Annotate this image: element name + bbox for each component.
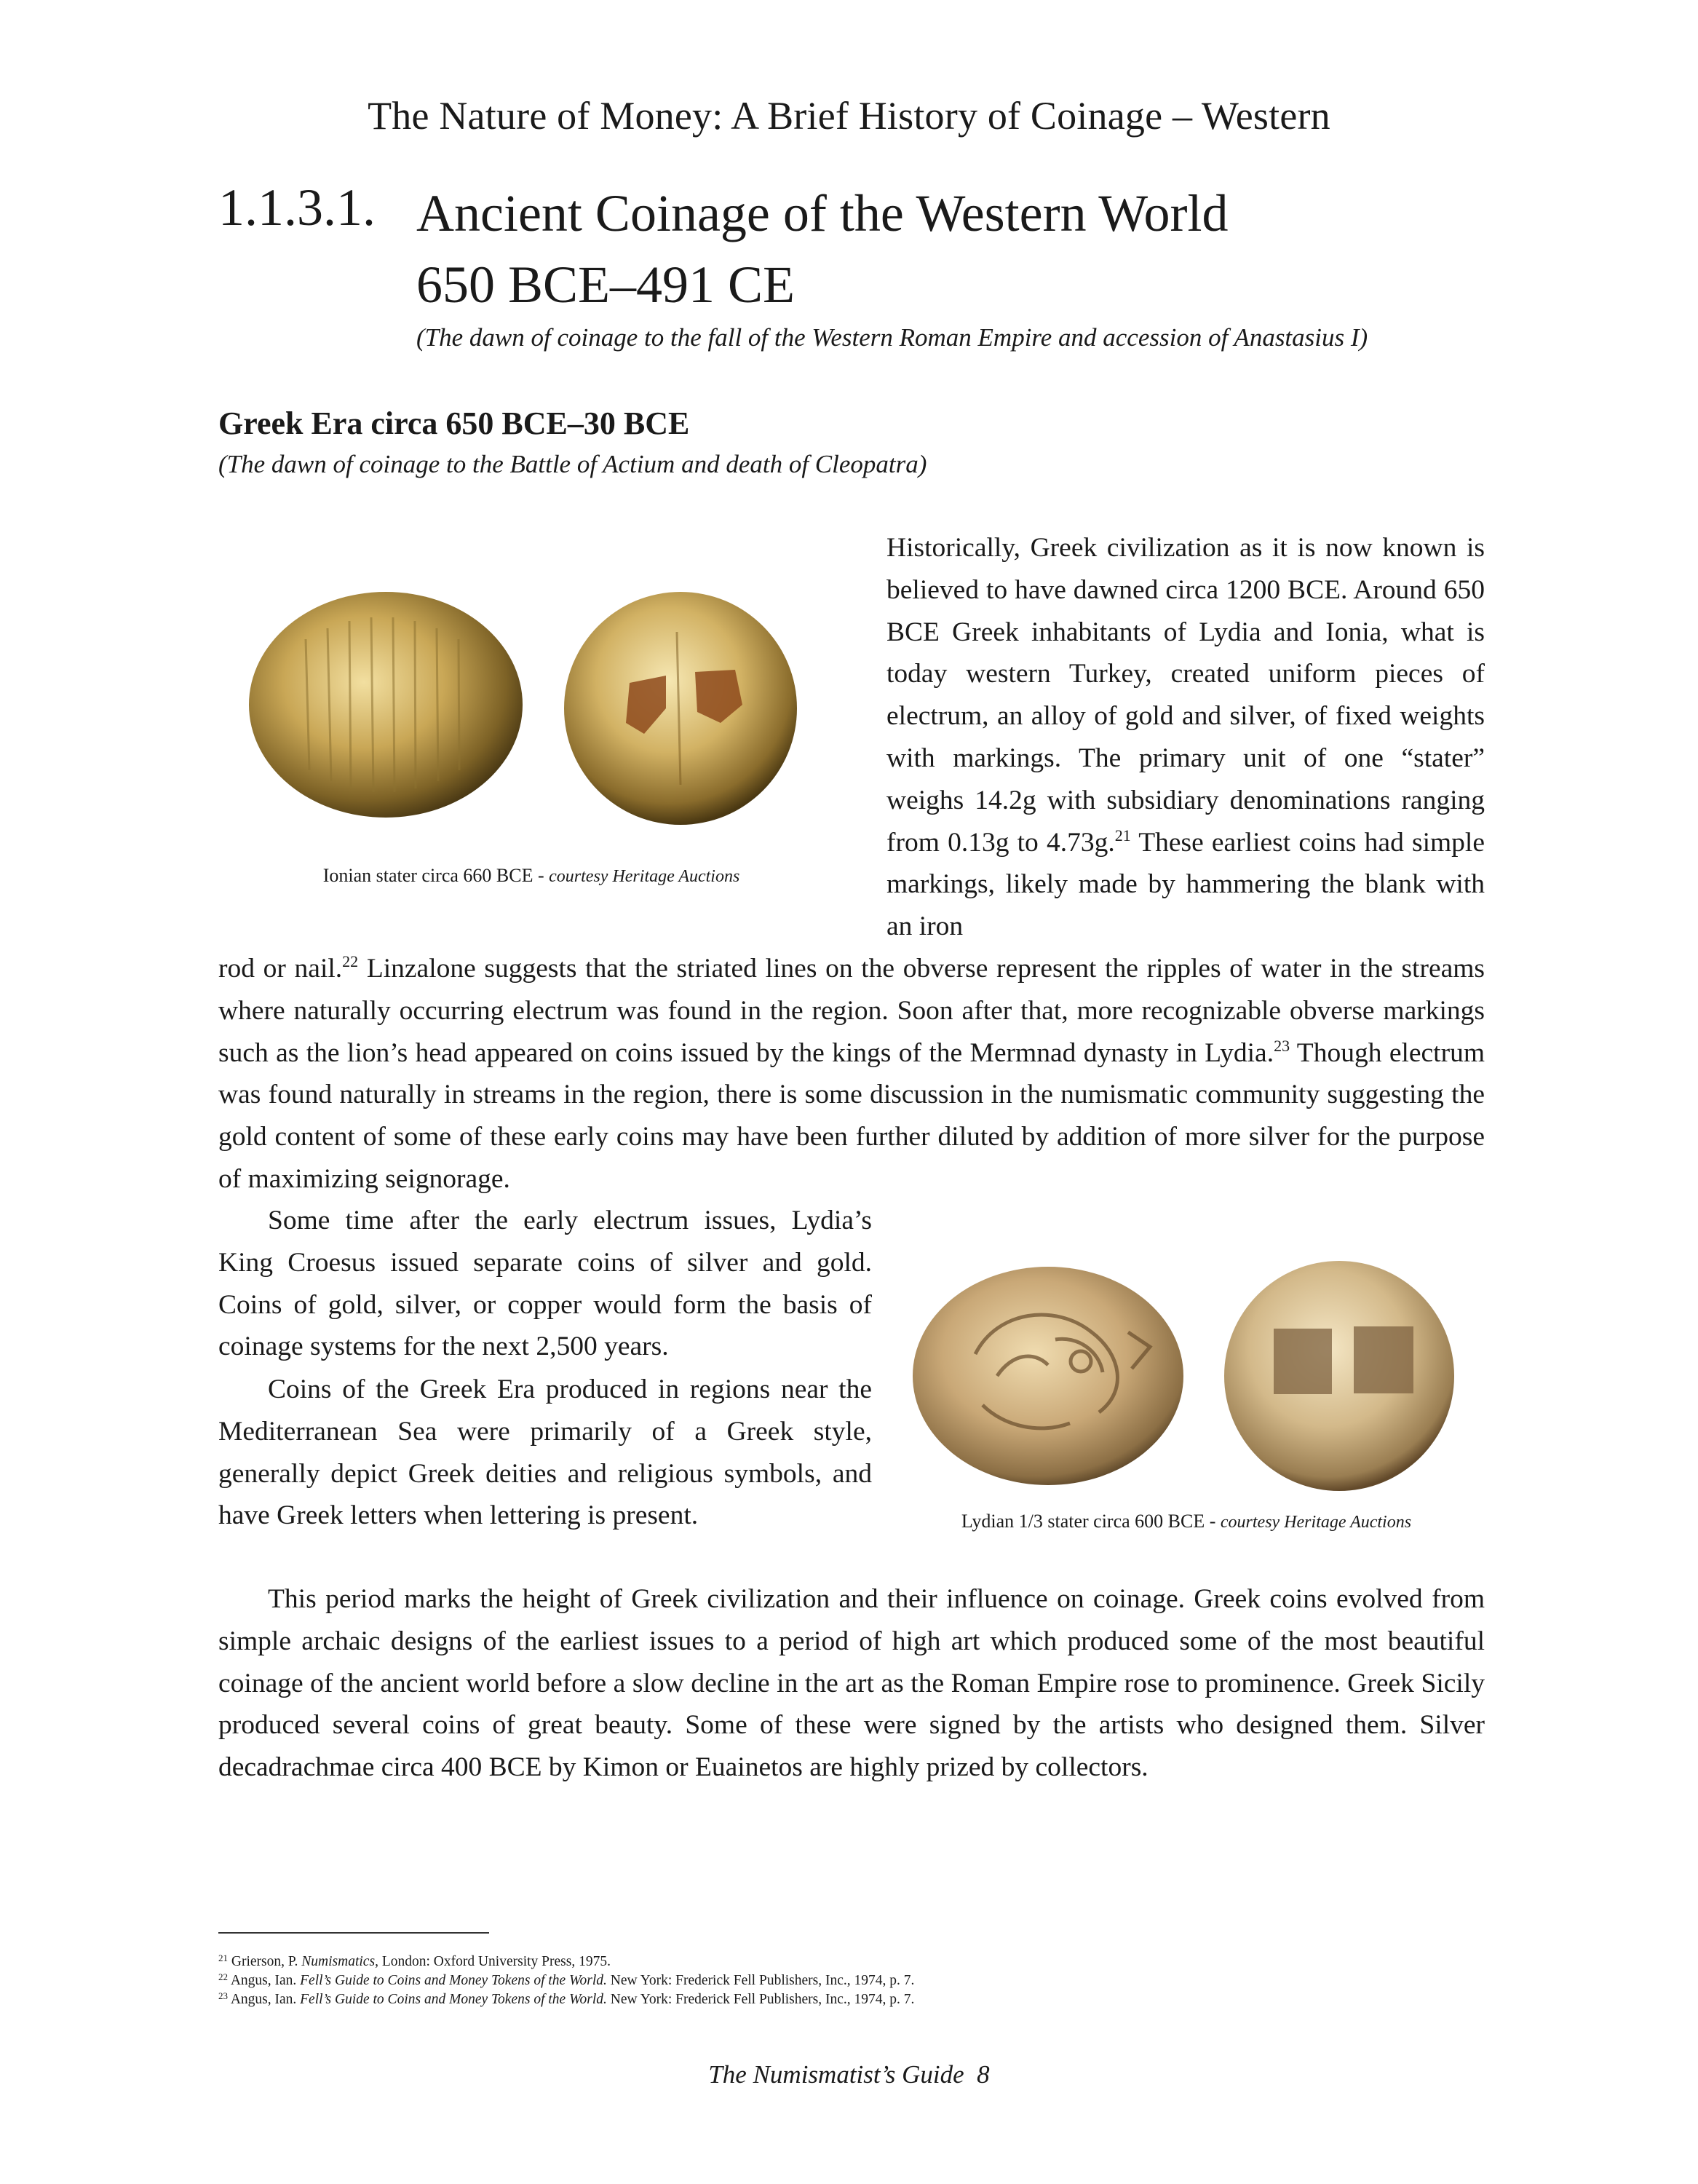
footnote-publisher: , London: Oxford University Press, 1975. <box>375 1954 611 1969</box>
figure1-caption <box>218 865 844 887</box>
footnote-author: Angus, Ian. <box>230 1973 301 1988</box>
page-number: 8 <box>977 2060 990 2089</box>
ionian-stater-figure <box>240 588 844 828</box>
book-title: The Numismatist’s Guide <box>708 2060 964 2089</box>
footnote-ref-21: 21 <box>1114 826 1131 844</box>
footnote-ref-23: 23 <box>1274 1036 1290 1055</box>
figure2-caption-text: Lydian 1/3 stater circa 600 BCE - <box>961 1511 1221 1532</box>
footnote-23 <box>218 1990 1310 2009</box>
footnote-title: Fell’s Guide to Coins and Money Tokens of the World. <box>300 1992 607 2007</box>
footnote-number: 23 <box>218 1990 228 2001</box>
footnote-author: Grierson, P. <box>231 1954 302 1969</box>
footnote-number: 21 <box>218 1952 228 1963</box>
section-title-line1: Ancient Coinage of the Western World <box>416 184 1229 242</box>
footnote-21 <box>218 1952 1310 1971</box>
paragraph-1-text-b: These earliest coins had simple markings, likely made by hammering the blank with an iron <box>886 827 1485 942</box>
paragraph-1-column <box>886 527 1485 948</box>
section-title-line2: 650 BCE–491 CE <box>416 256 796 314</box>
figure2-caption <box>910 1511 1463 1532</box>
figure1-caption-text: Ionian stater circa 660 BCE - <box>322 865 550 886</box>
section-title <box>416 178 1228 320</box>
paragraph-1-text-d: Linzalone suggests that the striated lines on the obverse represent the ripples of water in the streams where naturally occurring electrum was found in the region. Soon after that, more recognizable obverse markings such as the lion’s head appeared on coins issued by the kings of the Mermnad dynasty in Lydia. <box>218 954 1485 1068</box>
paragraph-1-text-c: rod or nail. <box>218 954 343 984</box>
footnote-title: Numismatics <box>301 1954 376 1969</box>
paragraph-3: Coins of the Greek Era produced in regions near the Mediterranean Sea were primarily of a Greek style, generally depict Greek deities and religious symbols, and have Greek letters when lettering is present. <box>218 1374 872 1531</box>
section-subtitle: (The dawn of coinage to the fall of the Western Roman Empire and accession of Anastasius I) <box>416 323 1368 352</box>
footnotes <box>218 1952 1310 2009</box>
lydian-stater-image <box>910 1259 1477 1492</box>
era-title: Greek Era circa 650 BCE–30 BCE <box>218 405 690 441</box>
paragraph-1-text-a: Historically, Greek civilization as it is now known is believed to have dawned circa 1200 BCE. Around 650 BCE Greek inhabitants of Lydia and Ionia, what is today western Turkey, created uniform pieces of electrum, an alloy of gold and silver, of fixed weights with markings. The primary unit of one “stater” weighs 14.2g with subsidiary denominations ranging from 0.13g to 4.73g. <box>886 533 1485 858</box>
footnote-publisher: New York: Frederick Fell Publishers, Inc., 1974, p. 7. <box>606 1973 915 1988</box>
section-number: 1.1.3.1. <box>218 178 376 237</box>
figure2-credit: courtesy Heritage Auctions <box>1220 1513 1412 1532</box>
footnote-publisher: New York: Frederick Fell Publishers, Inc., 1974, p. 7. <box>606 1992 915 2007</box>
era-subtitle: (The dawn of coinage to the Battle of Actium and death of Cleopatra) <box>218 450 927 478</box>
paragraph-2: Some time after the early electrum issues, Lydia’s King Croesus issued separate coins of silver and gold. Coins of gold, silver, or copper would form the basis of coinage systems for the next 2,500 years. <box>218 1206 872 1362</box>
paragraph-1-full <box>218 948 1485 1200</box>
footnote-ref-22: 22 <box>342 952 359 970</box>
footnote-22 <box>218 1971 1310 1990</box>
footnote-number: 22 <box>218 1971 228 1982</box>
ionian-stater-image <box>240 588 844 828</box>
footnote-divider <box>218 1932 489 1934</box>
footnote-author: Angus, Ian. <box>230 1992 301 2007</box>
paragraph-1-text-e: Though electrum was found naturally in streams in the region, there is some discussion in the numismatic community suggesting the gold content of some of these early coins may have been further diluted by addition of more silver for the purpose of maximizing seignorage. <box>218 1037 1485 1194</box>
footnote-title: Fell’s Guide to Coins and Money Tokens of the World. <box>300 1973 607 1988</box>
figure1-credit: courtesy Heritage Auctions <box>549 867 740 886</box>
running-head: The Nature of Money: A Brief History of Coinage – Western <box>368 94 1330 138</box>
page-footer <box>0 2060 1698 2089</box>
lydian-stater-figure <box>910 1259 1477 1492</box>
paragraph-4: This period marks the height of Greek civilization and their influence on coinage. Greek coins evolved from simple archaic designs of the earliest issues to a period of high art which produced some of the most beautiful coinage of the ancient world before a slow decline in the art as the Roman Empire rose to prominence. Greek Sicily produced several coins of great beauty. Some of these were signed by the artists who designed them. Silver decadrachmae circa 400 BCE by Kimon or Euainetos are highly prized by collectors. <box>218 1584 1485 1783</box>
